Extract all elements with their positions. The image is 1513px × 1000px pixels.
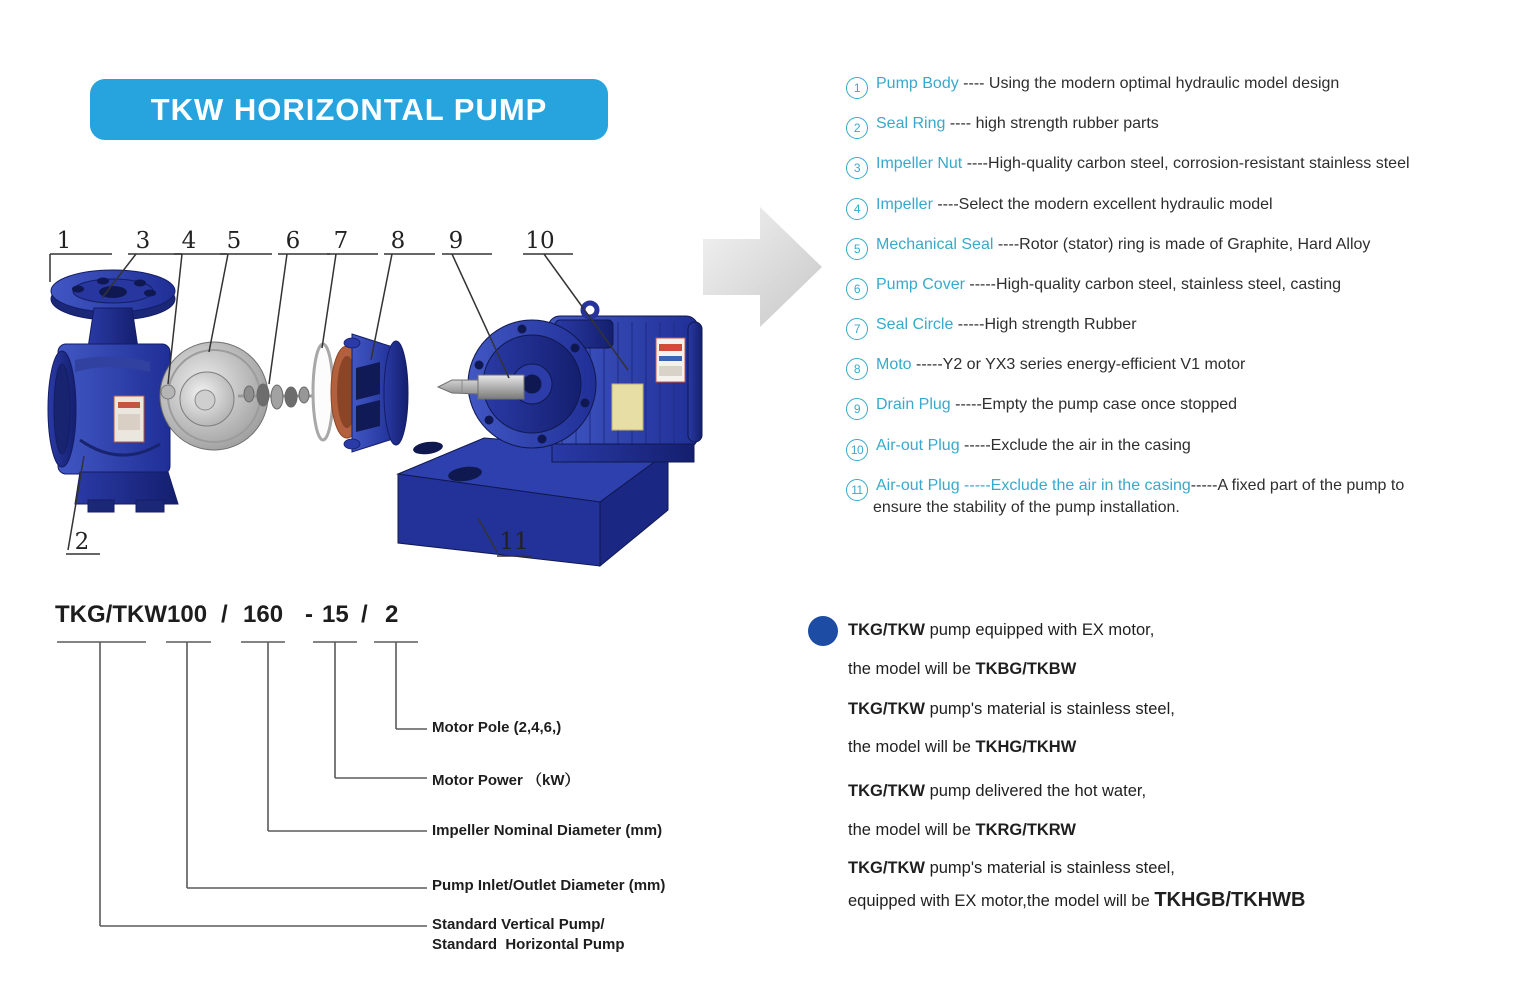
note-line-5: TKG/TKW pump delivered the hot water, (848, 782, 1147, 800)
part-item-9 (846, 396, 1237, 420)
callout-10: 10 (525, 228, 555, 254)
part-item-8 (846, 356, 1245, 380)
part-desc: -----A fixed part of the pump to (1190, 477, 1405, 494)
part-name: Pump Cover (876, 276, 965, 293)
part-desc: ---- Using the modern optimal hydraulic model design (958, 75, 1340, 92)
part-name: Seal Circle (876, 316, 954, 333)
note-line-6: the model will be TKRG/TKRW (848, 821, 1076, 839)
model-breakdown-lines (57, 642, 427, 926)
part-desc: -----High strength Rubber (953, 316, 1137, 333)
direction-arrow (703, 207, 822, 327)
label-impeller-diam: Impeller Nominal Diameter (mm) (432, 822, 663, 839)
part-item-6 (846, 276, 1341, 300)
callout-6: 6 (285, 228, 301, 254)
part-name: Seal Ring (876, 115, 946, 132)
part-item-4 (846, 196, 1273, 220)
model-pole: 2 (385, 601, 399, 628)
part-desc: ---- high strength rubber parts (945, 115, 1159, 132)
pump-cover (331, 334, 408, 452)
model-separator-1: / (221, 601, 228, 628)
callout-11: 11 (499, 529, 529, 555)
part-name: Pump Body (876, 75, 959, 92)
note-line-2: the model will be TKBG/TKBW (848, 660, 1077, 678)
seal-circle-ring (313, 344, 333, 440)
part-desc: ----High-quality carbon steel, corrosion-resistant stainless steel (962, 155, 1410, 172)
part-item-1 (846, 75, 1339, 99)
model-power: 15 (322, 601, 349, 628)
part-desc: -----Empty the pump case once stopped (950, 396, 1238, 413)
part-number: 9 (846, 398, 868, 420)
part-desc: -----High-quality carbon steel, stainless steel, casting (964, 276, 1342, 293)
part-name: Drain Plug (876, 396, 951, 413)
note-line-8: equipped with EX motor,the model will be TKHGB/TKHWB (848, 889, 1306, 911)
part-item-11 (846, 477, 1404, 501)
label-motor-pole: Motor Pole (2,4,6,) (432, 719, 562, 736)
part-desc: ----Select the modern excellent hydraulic model (932, 196, 1273, 213)
pump-body (48, 270, 178, 512)
model-series: TKG/TKW (55, 601, 167, 628)
part-number: 7 (846, 318, 868, 340)
part-number: 8 (846, 358, 868, 380)
callout-5: 5 (226, 228, 242, 254)
part-item-7 (846, 316, 1137, 340)
note-line-3: TKG/TKW pump's material is stainless steel, (848, 700, 1175, 718)
part-number: 1 (846, 77, 868, 99)
part-name: Moto (876, 356, 912, 373)
part-item-5 (846, 236, 1370, 260)
part-name: Air-out Plug (876, 437, 960, 454)
page-title: TKW HORIZONTAL PUMP (150, 91, 548, 127)
model-separator-2: - (305, 601, 313, 628)
motor-shaft (438, 375, 524, 399)
note-line-1: TKG/TKW pump equipped with EX motor, (848, 621, 1155, 639)
part-name: Air-out Plug -----Exclude the air in the casing (876, 477, 1191, 494)
callout-8: 8 (390, 228, 406, 254)
model-impeller: 160 (243, 601, 284, 628)
model-inlet: 100 (167, 601, 208, 628)
part-name: Impeller (876, 196, 933, 213)
part-name: Impeller Nut (876, 155, 963, 172)
part-item-3 (846, 155, 1410, 179)
callout-1: 1 (56, 228, 72, 254)
part-desc: -----Exclude the air in the casing (959, 437, 1191, 454)
part-number: 6 (846, 278, 868, 300)
part-number: 4 (846, 198, 868, 220)
callout-9: 9 (448, 228, 464, 254)
part-number: 10 (846, 439, 868, 461)
part-item-11-line2: ensure the stability of the pump installation. (873, 499, 1180, 516)
label-series-line1: Standard Vertical Pump/ (432, 916, 605, 933)
callout-4: 4 (181, 228, 197, 254)
label-series-line2: Standard Horizontal Pump (432, 936, 625, 953)
part-item-2 (846, 115, 1159, 139)
callout-2: 2 (74, 529, 90, 555)
part-number: 3 (846, 157, 868, 179)
part-desc: ----Rotor (stator) ring is made of Graphite, Hard Alloy (993, 236, 1371, 253)
callout-3: 3 (135, 228, 151, 254)
note-line-7: TKG/TKW pump's material is stainless steel, (848, 859, 1175, 877)
model-separator-3: / (361, 601, 368, 628)
part-number: 5 (846, 238, 868, 260)
callout-7: 7 (333, 228, 349, 254)
part-desc: -----Y2 or YX3 series energy-efficient V1 motor (911, 356, 1246, 373)
label-inlet-diam: Pump Inlet/Outlet Diameter (mm) (432, 877, 666, 894)
bullet-icon (808, 616, 838, 646)
part-number: 2 (846, 117, 868, 139)
note-line-4: the model will be TKHG/TKHW (848, 738, 1077, 756)
label-motor-power: Motor Power （kW） (432, 772, 580, 789)
part-name: Mechanical Seal (876, 236, 994, 253)
part-item-10 (846, 437, 1191, 461)
part-number: 11 (846, 479, 868, 501)
